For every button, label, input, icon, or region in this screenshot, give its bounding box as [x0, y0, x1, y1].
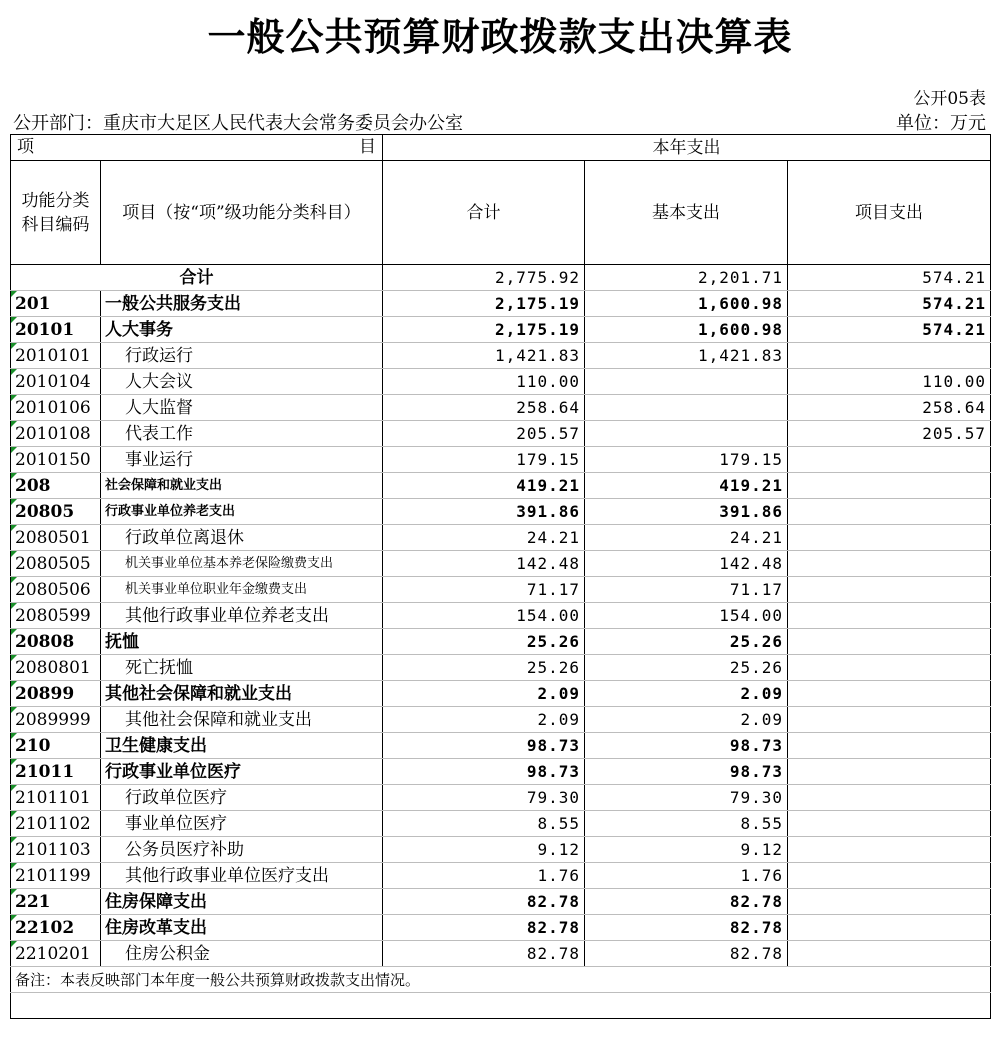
name-cell: 机关事业单位职业年金缴费支出	[101, 577, 383, 603]
table-row	[11, 733, 991, 759]
code-cell: 2101103	[11, 837, 101, 863]
form-number: 公开05表	[913, 89, 986, 109]
total-cell: 2,175.19	[383, 317, 585, 343]
name-cell: 行政事业单位养老支出	[101, 499, 383, 525]
basic-cell	[585, 369, 788, 395]
header-name: 项目（按“项”级功能分类科目）	[101, 161, 383, 265]
total-cell: 9.12	[383, 837, 585, 863]
total-project: 574.21	[788, 265, 991, 291]
total-label: 合计	[11, 265, 383, 291]
name-cell: 公务员医疗补助	[101, 837, 383, 863]
code-cell: 201	[11, 291, 101, 317]
table-row	[11, 551, 991, 577]
code-cell: 2210201	[11, 941, 101, 967]
total-basic: 2,201.71	[585, 265, 788, 291]
basic-cell: 154.00	[585, 603, 788, 629]
project-cell	[788, 629, 991, 655]
project-cell: 205.57	[788, 421, 991, 447]
basic-cell: 391.86	[585, 499, 788, 525]
project-cell	[788, 577, 991, 603]
name-cell: 代表工作	[101, 421, 383, 447]
header-year-expense: 本年支出	[383, 135, 991, 161]
basic-cell: 419.21	[585, 473, 788, 499]
header-row-sub	[11, 161, 991, 265]
project-cell	[788, 473, 991, 499]
table-row	[11, 629, 991, 655]
total-total: 2,775.92	[383, 265, 585, 291]
total-cell: 205.57	[383, 421, 585, 447]
basic-cell: 71.17	[585, 577, 788, 603]
total-cell: 82.78	[383, 889, 585, 915]
department-label: 公开部门：重庆市大足区人民代表大会常务委员会办公室	[13, 113, 463, 134]
project-cell	[788, 499, 991, 525]
basic-cell: 2.09	[585, 707, 788, 733]
name-cell: 卫生健康支出	[101, 733, 383, 759]
total-cell: 82.78	[383, 915, 585, 941]
basic-cell: 1,600.98	[585, 291, 788, 317]
table-row	[11, 291, 991, 317]
code-cell: 210	[11, 733, 101, 759]
table-row	[11, 421, 991, 447]
header-project: 项目支出	[788, 161, 991, 265]
project-cell	[788, 603, 991, 629]
basic-cell: 1,600.98	[585, 317, 788, 343]
basic-cell: 98.73	[585, 759, 788, 785]
code-cell: 2010108	[11, 421, 101, 447]
header-code: 功能分类科目编码	[11, 161, 101, 265]
basic-cell: 82.78	[585, 915, 788, 941]
total-cell: 2.09	[383, 681, 585, 707]
basic-cell: 79.30	[585, 785, 788, 811]
project-cell	[788, 707, 991, 733]
unit-label: 单位：万元	[896, 113, 986, 134]
header-item-right: 目	[359, 137, 376, 157]
note-row	[11, 967, 991, 993]
project-cell	[788, 941, 991, 967]
code-cell: 2010101	[11, 343, 101, 369]
basic-cell: 98.73	[585, 733, 788, 759]
total-cell: 258.64	[383, 395, 585, 421]
total-cell: 154.00	[383, 603, 585, 629]
code-cell: 20805	[11, 499, 101, 525]
name-cell: 一般公共服务支出	[101, 291, 383, 317]
code-cell: 20899	[11, 681, 101, 707]
name-cell: 人大会议	[101, 369, 383, 395]
total-cell: 25.26	[383, 629, 585, 655]
name-cell: 行政事业单位医疗	[101, 759, 383, 785]
basic-cell: 25.26	[585, 629, 788, 655]
name-cell: 事业单位医疗	[101, 811, 383, 837]
project-cell	[788, 785, 991, 811]
code-cell: 208	[11, 473, 101, 499]
code-cell: 2010106	[11, 395, 101, 421]
total-cell: 2,175.19	[383, 291, 585, 317]
blank-row	[11, 993, 991, 1019]
project-cell	[788, 551, 991, 577]
table-row	[11, 603, 991, 629]
total-cell: 98.73	[383, 759, 585, 785]
code-cell: 2080599	[11, 603, 101, 629]
total-cell: 1.76	[383, 863, 585, 889]
basic-cell: 9.12	[585, 837, 788, 863]
name-cell: 其他社会保障和就业支出	[101, 681, 383, 707]
total-cell: 71.17	[383, 577, 585, 603]
project-cell	[788, 759, 991, 785]
project-cell: 574.21	[788, 317, 991, 343]
table-row	[11, 837, 991, 863]
table-row	[11, 577, 991, 603]
table-row	[11, 369, 991, 395]
code-cell: 2089999	[11, 707, 101, 733]
name-cell: 其他社会保障和就业支出	[101, 707, 383, 733]
total-cell: 391.86	[383, 499, 585, 525]
basic-cell: 179.15	[585, 447, 788, 473]
basic-cell: 82.78	[585, 941, 788, 967]
blank-cell	[11, 993, 991, 1019]
code-cell: 22102	[11, 915, 101, 941]
table-row	[11, 759, 991, 785]
code-cell: 2080501	[11, 525, 101, 551]
table-row	[11, 525, 991, 551]
total-cell: 2.09	[383, 707, 585, 733]
name-cell: 行政单位医疗	[101, 785, 383, 811]
basic-cell: 24.21	[585, 525, 788, 551]
table-row	[11, 915, 991, 941]
name-cell: 死亡抚恤	[101, 655, 383, 681]
header-basic: 基本支出	[585, 161, 788, 265]
table-row	[11, 707, 991, 733]
table-row	[11, 889, 991, 915]
table-row	[11, 395, 991, 421]
basic-cell	[585, 395, 788, 421]
basic-cell: 1,421.83	[585, 343, 788, 369]
basic-cell: 82.78	[585, 889, 788, 915]
project-cell: 110.00	[788, 369, 991, 395]
project-cell	[788, 863, 991, 889]
name-cell: 社会保障和就业支出	[101, 473, 383, 499]
project-cell	[788, 915, 991, 941]
name-cell: 住房保障支出	[101, 889, 383, 915]
total-cell: 1,421.83	[383, 343, 585, 369]
table-row	[11, 655, 991, 681]
name-cell: 人大监督	[101, 395, 383, 421]
total-cell: 24.21	[383, 525, 585, 551]
code-cell: 20101	[11, 317, 101, 343]
table-row	[11, 785, 991, 811]
code-cell: 2080506	[11, 577, 101, 603]
name-cell: 其他行政事业单位医疗支出	[101, 863, 383, 889]
code-cell: 21011	[11, 759, 101, 785]
code-cell: 2010150	[11, 447, 101, 473]
header-row-top	[11, 135, 991, 161]
project-cell	[788, 681, 991, 707]
table-row	[11, 447, 991, 473]
code-cell: 20808	[11, 629, 101, 655]
table-row	[11, 499, 991, 525]
project-cell: 574.21	[788, 291, 991, 317]
basic-cell: 2.09	[585, 681, 788, 707]
code-cell: 2080801	[11, 655, 101, 681]
code-cell: 2010104	[11, 369, 101, 395]
table-row	[11, 811, 991, 837]
project-cell	[788, 811, 991, 837]
header-item-cell	[11, 135, 383, 161]
project-cell	[788, 343, 991, 369]
total-cell: 82.78	[383, 941, 585, 967]
total-cell: 79.30	[383, 785, 585, 811]
project-cell	[788, 837, 991, 863]
project-cell: 258.64	[788, 395, 991, 421]
table-row	[11, 941, 991, 967]
code-cell: 2101101	[11, 785, 101, 811]
basic-cell: 8.55	[585, 811, 788, 837]
code-cell: 2101102	[11, 811, 101, 837]
code-cell: 221	[11, 889, 101, 915]
table-row	[11, 317, 991, 343]
table-row	[11, 681, 991, 707]
note-text: 备注：本表反映部门本年度一般公共预算财政拨款支出情况。	[11, 967, 991, 993]
table-row	[11, 473, 991, 499]
total-cell: 419.21	[383, 473, 585, 499]
basic-cell: 142.48	[585, 551, 788, 577]
page-title: 一般公共预算财政拨款支出决算表	[207, 15, 793, 59]
table-row	[11, 343, 991, 369]
project-cell	[788, 733, 991, 759]
code-cell: 2080505	[11, 551, 101, 577]
name-cell: 人大事务	[101, 317, 383, 343]
project-cell	[788, 447, 991, 473]
table-row	[11, 863, 991, 889]
expenditure-table	[10, 134, 991, 1019]
header-item-left: 项	[17, 137, 34, 157]
name-cell: 行政运行	[101, 343, 383, 369]
total-cell: 110.00	[383, 369, 585, 395]
basic-cell: 25.26	[585, 655, 788, 681]
basic-cell	[585, 421, 788, 447]
name-cell: 行政单位离退休	[101, 525, 383, 551]
total-cell: 25.26	[383, 655, 585, 681]
total-cell: 8.55	[383, 811, 585, 837]
name-cell: 住房改革支出	[101, 915, 383, 941]
header-total: 合计	[383, 161, 585, 265]
total-row	[11, 265, 991, 291]
name-cell: 住房公积金	[101, 941, 383, 967]
name-cell: 其他行政事业单位养老支出	[101, 603, 383, 629]
total-cell: 98.73	[383, 733, 585, 759]
code-cell: 2101199	[11, 863, 101, 889]
name-cell: 机关事业单位基本养老保险缴费支出	[101, 551, 383, 577]
name-cell: 事业运行	[101, 447, 383, 473]
total-cell: 142.48	[383, 551, 585, 577]
project-cell	[788, 525, 991, 551]
project-cell	[788, 889, 991, 915]
basic-cell: 1.76	[585, 863, 788, 889]
total-cell: 179.15	[383, 447, 585, 473]
name-cell: 抚恤	[101, 629, 383, 655]
project-cell	[788, 655, 991, 681]
